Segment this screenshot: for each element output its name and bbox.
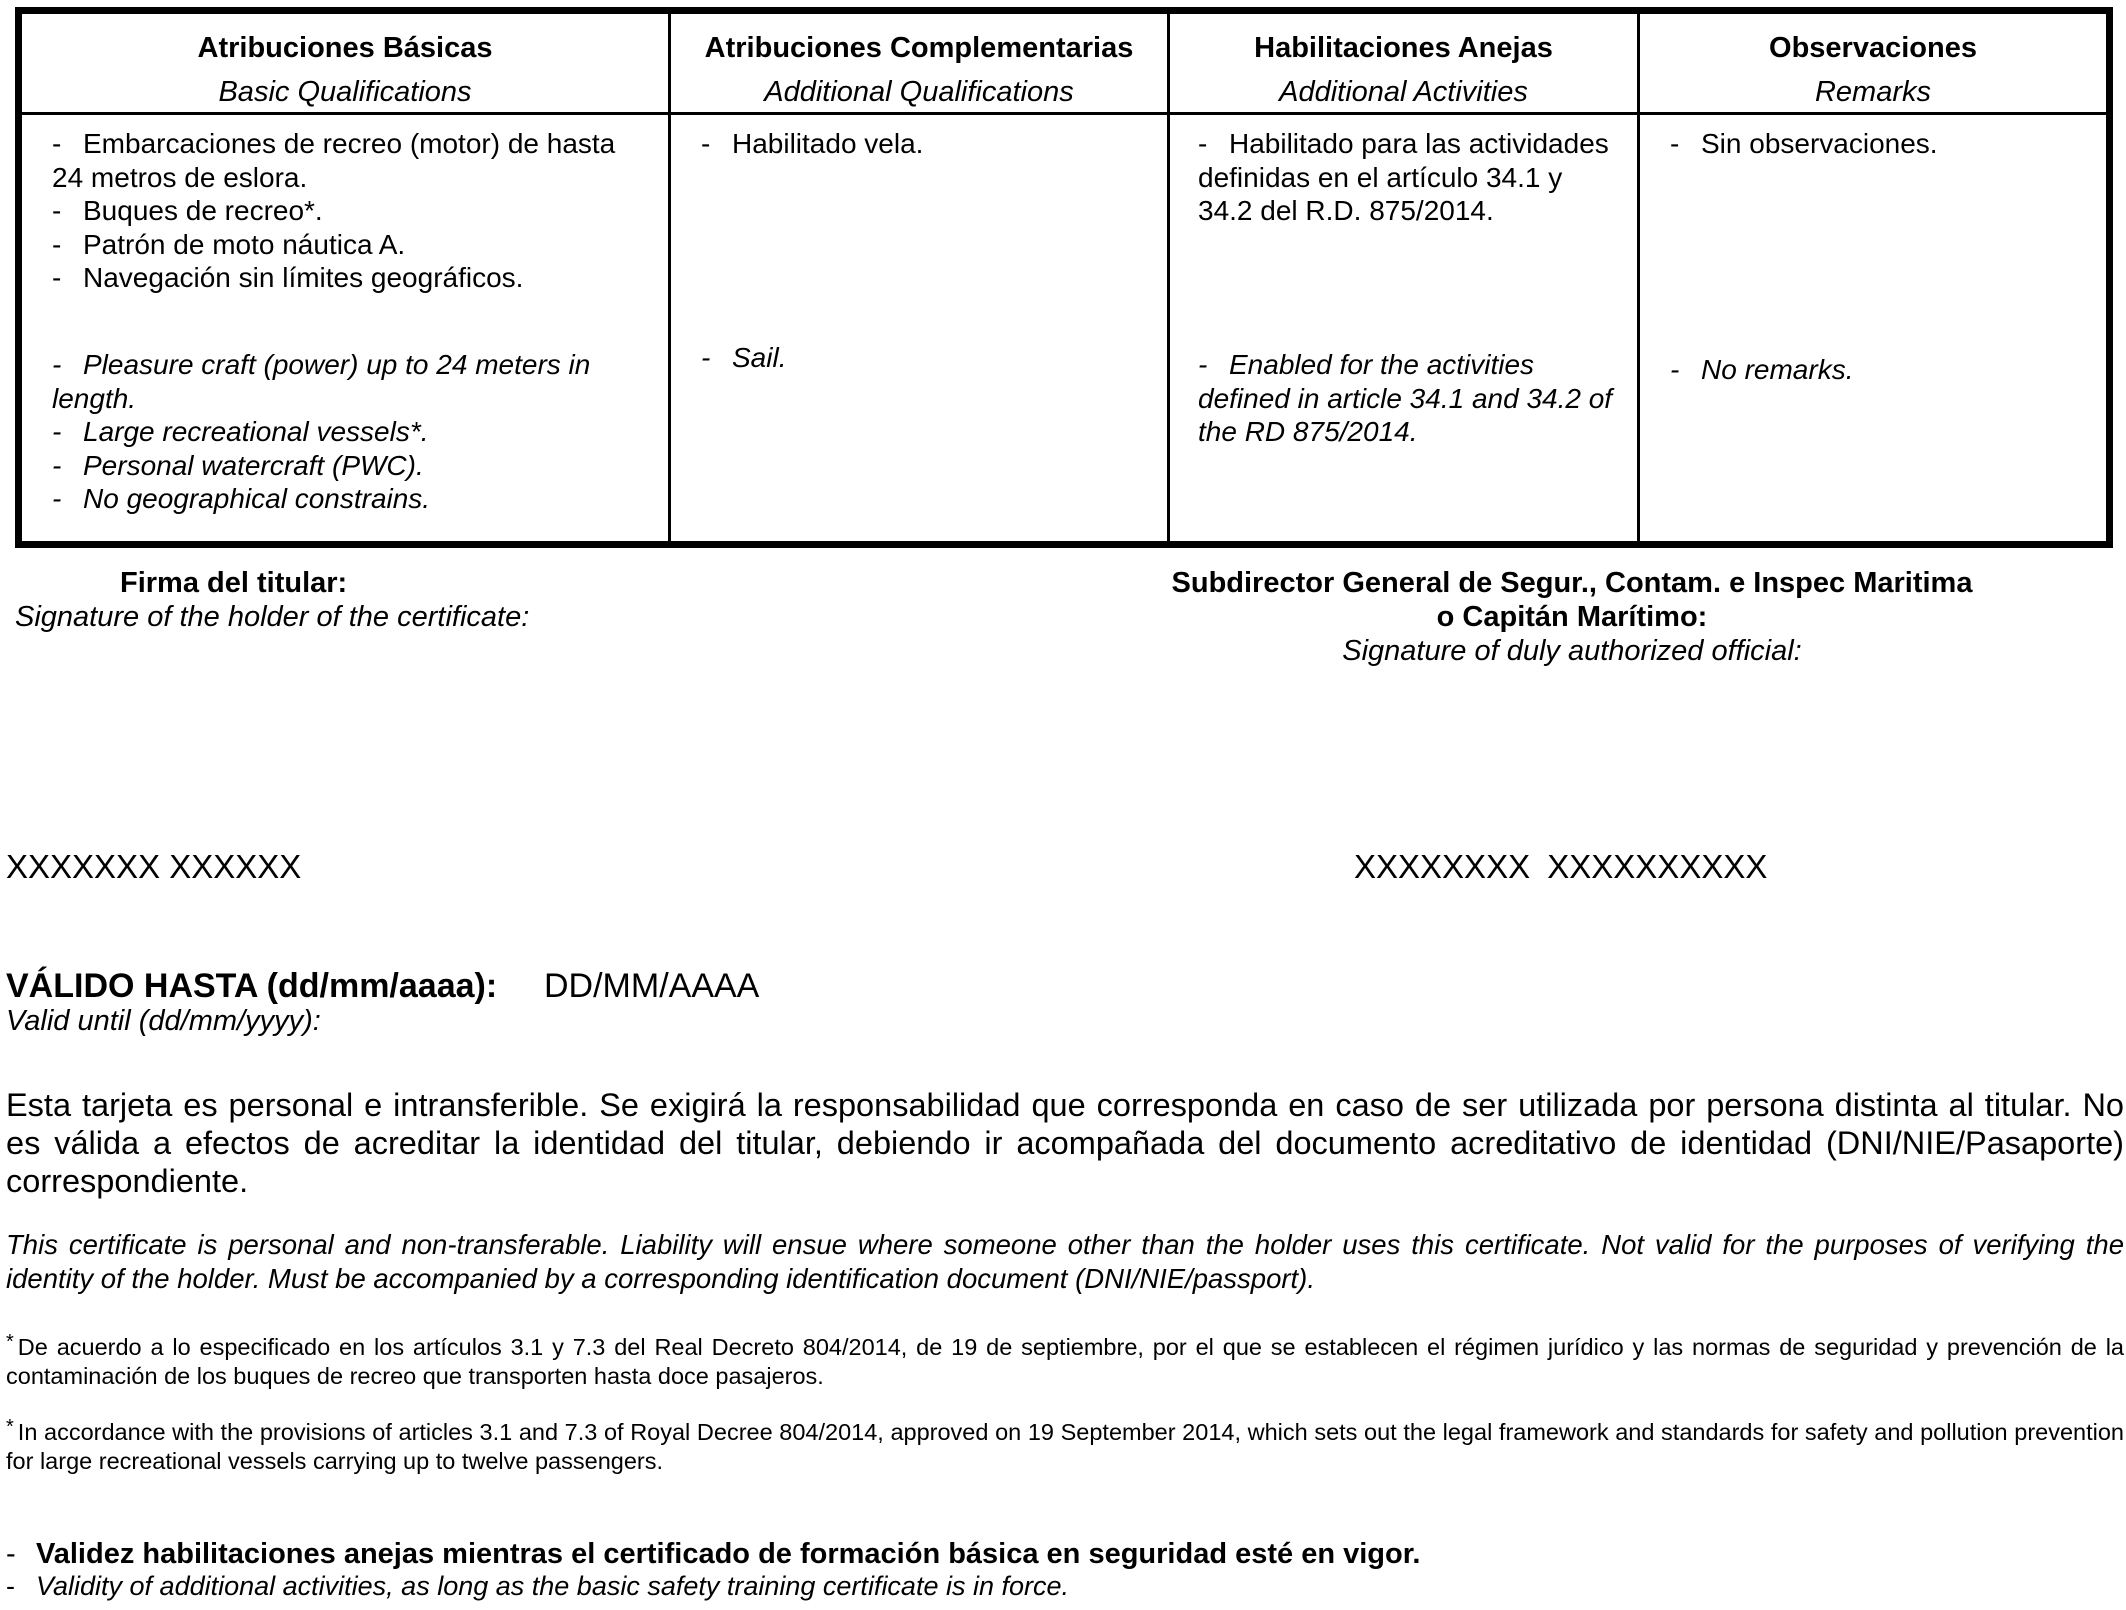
basic-qualifications-es	[52, 127, 650, 295]
notice-en: This certificate is personal and non-transferable. Liability will ensue where someone other than the holder uses this certificate. Not valid for the purposes of verifying the identity of the holder. Must be accompanied by a corresponding identification document (DNI/NIE/passport).	[6, 1229, 2124, 1294]
dash: -	[1670, 128, 1680, 159]
remarks-en	[1670, 353, 2088, 387]
official-name: XXXXXXXX XXXXXXXXXX	[1354, 848, 1768, 885]
footnote-star: *	[6, 1331, 14, 1353]
header-basic-qualifications	[19, 11, 670, 114]
dash: -	[52, 262, 62, 293]
item-text: Sin observaciones.	[1701, 128, 1938, 159]
validity-note-en-text: Validity of additional activities, as long as the basic safety training certificate is in force.	[36, 1571, 1070, 1601]
list-item	[1670, 127, 2088, 161]
dash: -	[6, 1571, 15, 1601]
official-signature-title-line1: Subdirector General de Segur., Contam. e Inspec Maritima	[1171, 567, 1973, 599]
table-body-row	[19, 114, 2110, 545]
item-text: Large recreational vessels*.	[83, 416, 429, 447]
list-item	[1198, 127, 1619, 228]
list-item	[52, 194, 650, 228]
official-signature-subtitle: Signature of duly authorized official:	[1342, 635, 1802, 667]
item-text: No geographical constrains.	[83, 483, 431, 514]
additional-qualifications-es	[701, 127, 1149, 161]
list-item	[701, 127, 1149, 161]
item-text: Habilitado para las actividades definidas en el artículo 34.1 y 34.2 del R.D. 875/2014.	[1198, 128, 1609, 226]
additional-activities-cell	[1169, 114, 1639, 545]
notice-es: Esta tarjeta es personal e intransferible. Se exigirá la responsabilidad que corresponda en caso de ser utilizada por persona distinta al titular. No es válida a efectos de acreditar la identidad del titular, debiendo ir acompañada del documento acreditativo de identidad (DNI/NIE/Pasaporte) correspondiente.	[6, 1087, 2124, 1199]
additional-qualifications-cell	[670, 114, 1169, 545]
header-en: Additional Qualifications	[764, 76, 1074, 108]
dash: -	[6, 1538, 16, 1570]
dash: -	[701, 128, 711, 159]
validity-note-es	[6, 1537, 1420, 1571]
dash: -	[1198, 349, 1208, 380]
dash: -	[52, 349, 62, 380]
official-signature-title-line2: o Capitán Marítimo:	[1436, 601, 1708, 633]
dash: -	[1670, 354, 1680, 385]
dash: -	[52, 195, 62, 226]
header-es: Habilitaciones Anejas	[1254, 32, 1553, 64]
list-item	[1198, 348, 1619, 449]
item-text: Pleasure craft (power) up to 24 meters in length.	[52, 349, 591, 414]
list-item	[701, 341, 1149, 375]
header-additional-qualifications	[670, 11, 1169, 114]
validity-note-es-text: Validez habilitaciones anejas mientras el certificado de formación básica en seguridad esté en vigor.	[36, 1538, 1421, 1570]
item-text: Patrón de moto náutica A.	[83, 228, 406, 260]
list-item	[52, 261, 650, 295]
header-additional-activities	[1169, 11, 1639, 114]
header-es: Observaciones	[1769, 32, 1977, 64]
item-text: No remarks.	[1701, 354, 1854, 385]
item-text: Navegación sin límites geográficos.	[83, 262, 524, 293]
additional-activities-en	[1198, 348, 1619, 449]
header-es: Atribuciones Complementarias	[704, 32, 1134, 64]
header-es: Atribuciones Básicas	[197, 32, 493, 64]
valid-until-label: VÁLIDO HASTA (dd/mm/aaaa):	[6, 967, 498, 1005]
dash: -	[52, 228, 62, 260]
header-en: Basic Qualifications	[218, 76, 472, 108]
header-remarks	[1639, 11, 2110, 114]
list-item	[52, 449, 650, 483]
item-text: Enabled for the activities defined in article 34.1 and 34.2 of the RD 875/2014.	[1198, 349, 1613, 447]
header-en: Additional Activities	[1279, 76, 1528, 108]
table-header-row	[19, 11, 2110, 114]
footnote-en-text: In accordance with the provisions of articles 3.1 and 7.3 of Royal Decree 804/2014, approved on 19 September 2014, which sets out the legal framework and standards for safety and pollution prevention for large recreational vessels carrying up to twelve passengers.	[6, 1419, 2124, 1474]
list-item	[52, 415, 650, 449]
dash: -	[52, 416, 62, 447]
list-item	[52, 348, 650, 415]
item-text: Buques de recreo*.	[83, 195, 323, 226]
item-text: Habilitado vela.	[732, 128, 924, 159]
holder-name: XXXXXXX XXXXXX	[6, 848, 302, 885]
basic-qualifications-cell	[19, 114, 670, 545]
remarks-cell	[1639, 114, 2110, 545]
list-item	[52, 482, 650, 516]
basic-qualifications-en	[52, 348, 650, 516]
header-en: Remarks	[1814, 76, 1931, 108]
additional-activities-es	[1198, 127, 1619, 228]
valid-until-sublabel: Valid until (dd/mm/yyyy):	[6, 1005, 321, 1037]
remarks-es	[1670, 127, 2088, 161]
dash: -	[52, 128, 62, 159]
holder-signature-subtitle: Signature of the holder of the certificate:	[15, 601, 530, 633]
footnote-en	[6, 1413, 2124, 1476]
holder-signature-block	[0, 566, 700, 634]
list-item	[52, 127, 650, 194]
footnote-star: *	[6, 1416, 14, 1438]
list-item	[1670, 353, 2088, 387]
dash: -	[52, 449, 62, 481]
dash: -	[52, 483, 62, 514]
valid-until-value: DD/MM/AAAA	[544, 967, 760, 1005]
additional-qualifications-en	[701, 341, 1149, 375]
footnote-es	[6, 1328, 2124, 1391]
holder-signature-title: Firma del titular:	[120, 567, 348, 599]
dash: -	[1198, 128, 1208, 159]
item-text: Personal watercraft (PWC).	[83, 449, 424, 481]
validity-note-en	[6, 1570, 1069, 1602]
list-item	[52, 228, 650, 262]
item-text: Sail.	[732, 342, 787, 373]
official-signature-block	[1060, 566, 2126, 668]
footnote-es-text: De acuerdo a lo especificado en los artículos 3.1 y 7.3 del Real Decreto 804/2014, de 19 de septiembre, por el que se establecen el régimen jurídico y las normas de seguridad y prevención de la contaminación de los buques de recreo que transporten hasta doce pasajeros.	[6, 1334, 2124, 1389]
qualifications-table	[15, 7, 2113, 548]
item-text: Embarcaciones de recreo (motor) de hasta 24 metros de eslora.	[52, 128, 616, 193]
dash: -	[701, 342, 711, 373]
